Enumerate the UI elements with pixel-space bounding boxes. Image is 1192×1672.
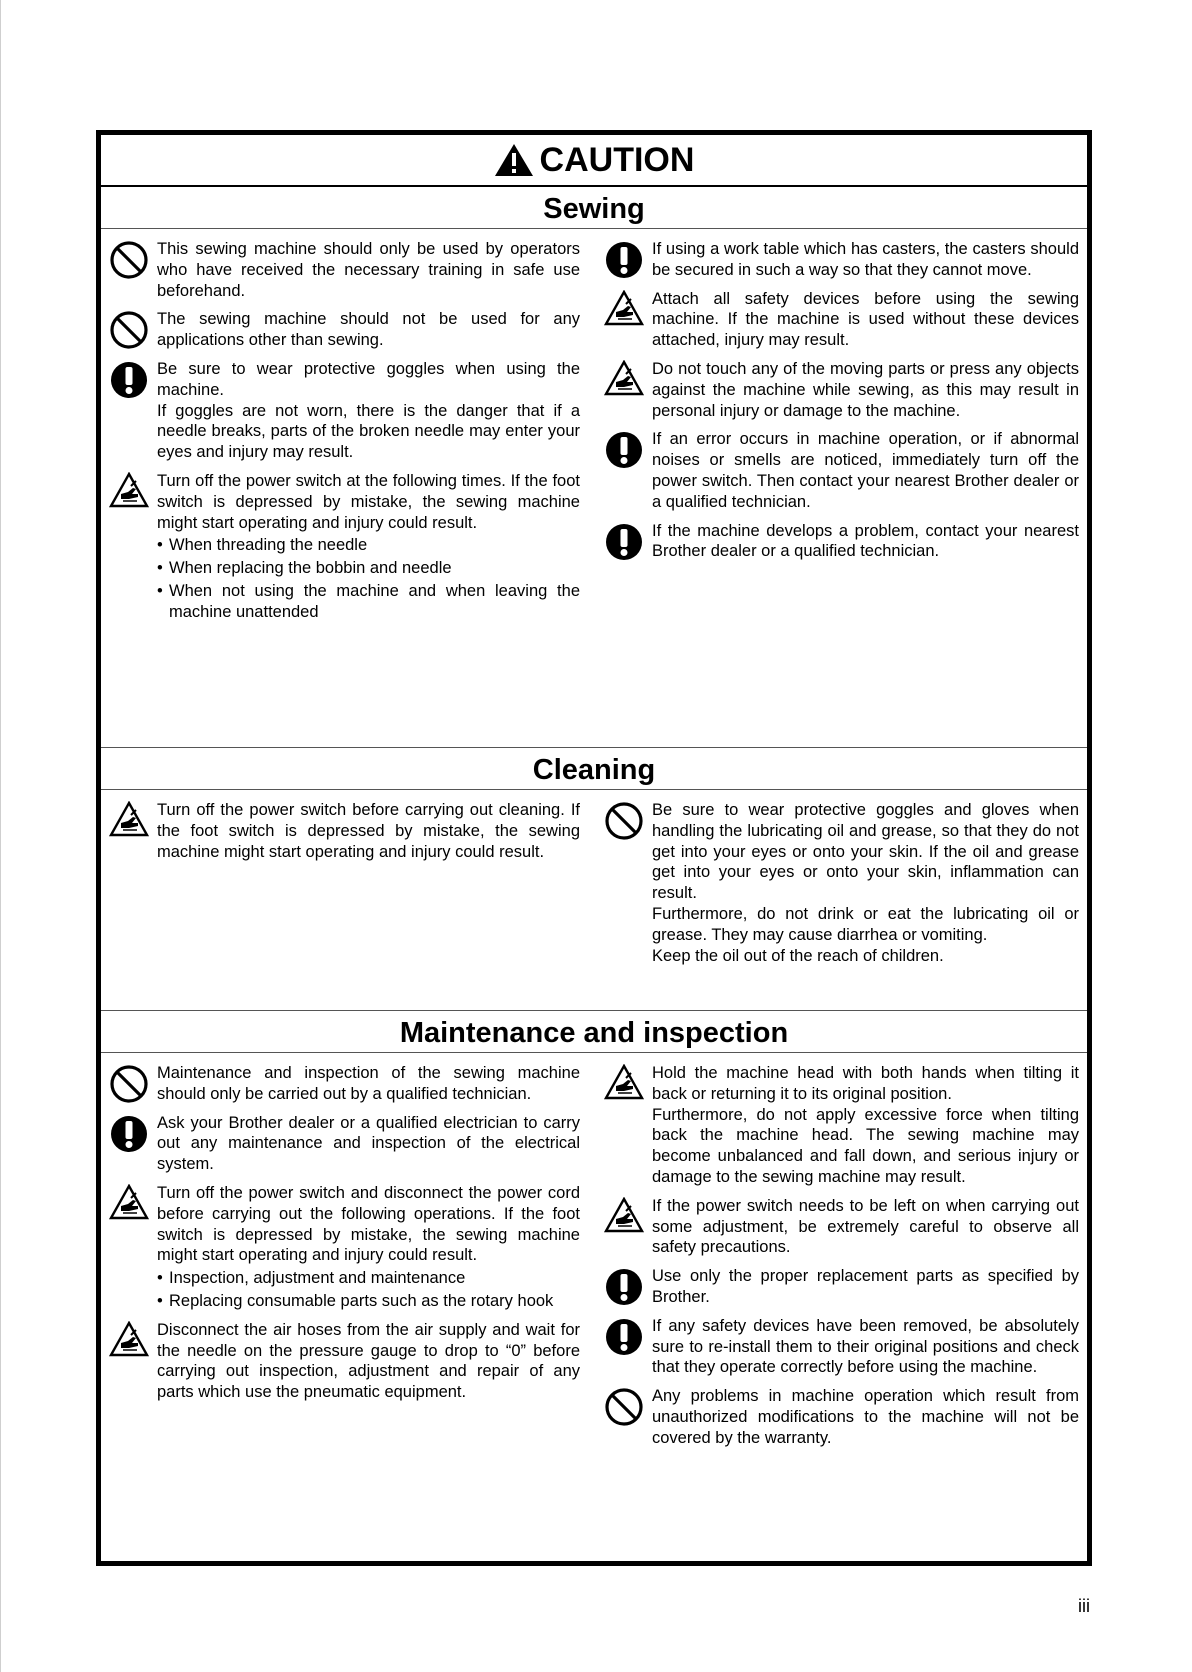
bullet-text: Replacing consumable parts such as the rotary hook bbox=[169, 1291, 554, 1310]
caution-item bbox=[109, 471, 580, 623]
bullet-dot: • bbox=[157, 559, 163, 578]
caution-text bbox=[652, 1063, 1079, 1188]
caution-item bbox=[604, 800, 1079, 966]
mandatory-icon bbox=[604, 521, 652, 563]
caution-paragraph: Be sure to wear protective goggles when using the machine. bbox=[157, 359, 580, 399]
caution-column-left bbox=[109, 1063, 594, 1457]
cleaning-heading: Cleaning bbox=[101, 748, 1087, 790]
caution-text bbox=[652, 1386, 1079, 1448]
prohibition-icon bbox=[604, 1386, 652, 1448]
caution-text bbox=[652, 800, 1079, 966]
sewing-heading: Sewing bbox=[101, 187, 1087, 229]
caution-paragraph: If goggles are not worn, there is the danger that if a needle breaks, parts of the broken needle may enter your eyes and injury may result. bbox=[157, 401, 580, 462]
caution-item bbox=[604, 1386, 1079, 1448]
caution-item bbox=[109, 1063, 580, 1105]
caution-paragraph: This sewing machine should only be used by operators who have received the necessary training in safe use beforehand. bbox=[157, 240, 580, 300]
maintenance-heading: Maintenance and inspection bbox=[101, 1011, 1087, 1053]
mandatory-icon bbox=[604, 1266, 652, 1308]
caution-text bbox=[157, 359, 580, 463]
mandatory-icon bbox=[604, 429, 652, 512]
caution-item bbox=[604, 289, 1079, 351]
caution-paragraph: Do not touch any of the moving parts or press any objects against the machine while sewing, as this may result in personal injury or damage to the machine. bbox=[652, 359, 1079, 420]
hand-hazard-icon bbox=[109, 471, 157, 623]
mandatory-icon bbox=[109, 359, 157, 463]
caution-text bbox=[652, 1196, 1079, 1258]
maintenance-section bbox=[101, 1011, 1087, 1561]
prohibition-icon bbox=[604, 800, 652, 966]
caution-item bbox=[604, 1266, 1079, 1308]
bullet-item bbox=[157, 1291, 580, 1312]
hand-hazard-icon bbox=[604, 289, 652, 351]
caution-item bbox=[109, 309, 580, 351]
caution-paragraph: If the power switch needs to be left on when carrying out some adjustment, be extremely careful to observe all safety precautions. bbox=[652, 1196, 1079, 1257]
mandatory-icon bbox=[604, 1316, 652, 1378]
caution-paragraph: If the machine develops a problem, contact your nearest Brother dealer or a qualified technician. bbox=[652, 521, 1079, 561]
caution-paragraph: Use only the proper replacement parts as specified by Brother. bbox=[652, 1267, 1079, 1306]
caution-item bbox=[109, 800, 580, 862]
bullet-item bbox=[157, 558, 580, 579]
caution-text bbox=[157, 800, 580, 862]
caution-item bbox=[604, 239, 1079, 281]
caution-text bbox=[652, 289, 1079, 351]
caution-text bbox=[652, 359, 1079, 421]
bullet-dot: • bbox=[157, 1291, 163, 1310]
caution-paragraph: Ask your Brother dealer or a qualified electrician to carry out any maintenance and inspection of the electrical system. bbox=[157, 1113, 580, 1174]
warning-triangle-icon bbox=[494, 143, 534, 177]
bullet-item bbox=[157, 535, 580, 556]
caution-paragraph: If any safety devices have been removed, be absolutely sure to re-install them to their original positions and check that they operate correctly before using the machine. bbox=[652, 1316, 1079, 1377]
bullet-item bbox=[157, 1268, 580, 1289]
caution-paragraph: Maintenance and inspection of the sewing machine should only be carried out by a qualified technician. bbox=[157, 1064, 580, 1103]
caution-column-left bbox=[109, 800, 594, 974]
caution-text bbox=[157, 1063, 580, 1105]
caution-paragraph: Furthermore, do not drink or eat the lubricating oil or grease. They may cause diarrhea or vomiting. bbox=[652, 904, 1079, 944]
caution-paragraph: The sewing machine should not be used for any applications other than sewing. bbox=[157, 310, 580, 350]
caution-column-left bbox=[109, 239, 594, 631]
caution-text bbox=[157, 1183, 580, 1312]
caution-item bbox=[604, 359, 1079, 421]
caution-item bbox=[109, 1113, 580, 1175]
hand-hazard-icon bbox=[109, 800, 157, 862]
caution-text bbox=[157, 1320, 580, 1403]
caution-item bbox=[604, 429, 1079, 512]
caution-text bbox=[652, 429, 1079, 512]
caution-paragraph: Turn off the power switch and disconnect the power cord before carrying out the following operations. If the foot switch is depressed by mistake, the sewing machine might start operating and injury could result. bbox=[157, 1183, 580, 1265]
caution-paragraph: Furthermore, do not apply excessive force when tilting back the machine head. The sewing machine may become unbalanced and fall down, and serious injury or damage to the sewing machine may result. bbox=[652, 1105, 1079, 1186]
sewing-section bbox=[101, 187, 1087, 748]
caution-item bbox=[109, 239, 580, 301]
caution-paragraph: Any problems in machine operation which result from unauthorized modifications to the machine will not be covered by the warranty. bbox=[652, 1387, 1079, 1447]
page-edge bbox=[0, 0, 1, 1672]
hand-hazard-icon bbox=[604, 1063, 652, 1188]
caution-paragraph: Hold the machine head with both hands when tilting it back or returning it to its original position. bbox=[652, 1064, 1079, 1103]
caution-item bbox=[604, 1316, 1079, 1378]
caution-paragraph: Be sure to wear protective goggles and gloves when handling the lubricating oil and grease, so that they do not get into your eyes or onto your skin. If the oil and grease get into your eyes or onto your skin, inflammation can result. bbox=[652, 801, 1079, 903]
hand-hazard-icon bbox=[604, 359, 652, 421]
bullet-text: Inspection, adjustment and maintenance bbox=[169, 1269, 466, 1288]
prohibition-icon bbox=[109, 309, 157, 351]
bullet-dot: • bbox=[157, 536, 163, 555]
mandatory-icon bbox=[109, 1113, 157, 1175]
caution-title-bar bbox=[101, 135, 1087, 187]
caution-item bbox=[604, 1196, 1079, 1258]
caution-frame bbox=[96, 130, 1092, 1566]
caution-column-right bbox=[594, 239, 1079, 631]
bullet-item bbox=[157, 581, 580, 623]
caution-text bbox=[652, 239, 1079, 281]
caution-item bbox=[604, 1063, 1079, 1188]
prohibition-icon bbox=[109, 239, 157, 301]
caution-paragraph: Attach all safety devices before using the sewing machine. If the machine is used without these devices attached, injury may result. bbox=[652, 289, 1079, 350]
caution-text bbox=[157, 309, 580, 351]
caution-item bbox=[109, 1183, 580, 1312]
caution-paragraph: If using a work table which has casters, the casters should be secured in such a way so that they cannot move. bbox=[652, 240, 1079, 279]
bullet-dot: • bbox=[157, 581, 163, 600]
caution-text bbox=[652, 1316, 1079, 1378]
hand-hazard-icon bbox=[109, 1320, 157, 1403]
caution-item bbox=[109, 359, 580, 463]
prohibition-icon bbox=[109, 1063, 157, 1105]
hand-hazard-icon bbox=[109, 1183, 157, 1312]
caution-paragraph: Keep the oil out of the reach of children. bbox=[652, 946, 944, 965]
caution-paragraph: Disconnect the air hoses from the air supply and wait for the needle on the pressure gauge to drop to “0” before carrying out inspection, adjustment and repair of any parts which use the pneumatic equipment. bbox=[157, 1320, 580, 1402]
caution-paragraph: Turn off the power switch at the following times. If the foot switch is depressed by mistake, the sewing machine might start operating and injury could result. bbox=[157, 471, 580, 532]
hand-hazard-icon bbox=[604, 1196, 652, 1258]
bullet-text: When not using the machine and when leaving the machine unattended bbox=[169, 581, 580, 621]
caution-text bbox=[157, 1113, 580, 1175]
caution-text bbox=[652, 1266, 1079, 1308]
caution-title: CAUTION bbox=[539, 140, 695, 179]
cleaning-section bbox=[101, 748, 1087, 1011]
caution-paragraph: If an error occurs in machine operation, or if abnormal noises or smells are noticed, immediately turn off the power switch. Then contact your nearest Brother dealer or a qualified technician. bbox=[652, 430, 1079, 511]
caution-column-right bbox=[594, 800, 1079, 974]
caution-text bbox=[157, 239, 580, 301]
mandatory-icon bbox=[604, 239, 652, 281]
bullet-text: When replacing the bobbin and needle bbox=[169, 559, 452, 578]
bullet-dot: • bbox=[157, 1269, 163, 1288]
page-number: iii bbox=[1078, 1596, 1090, 1616]
caution-paragraph: Turn off the power switch before carrying out cleaning. If the foot switch is depressed by mistake, the sewing machine might start operating and injury could result. bbox=[157, 801, 580, 861]
caution-item bbox=[109, 1320, 580, 1403]
bullet-text: When threading the needle bbox=[169, 536, 368, 555]
caution-text bbox=[652, 521, 1079, 563]
caution-column-right bbox=[594, 1063, 1079, 1457]
caution-text bbox=[157, 471, 580, 623]
caution-item bbox=[604, 521, 1079, 563]
